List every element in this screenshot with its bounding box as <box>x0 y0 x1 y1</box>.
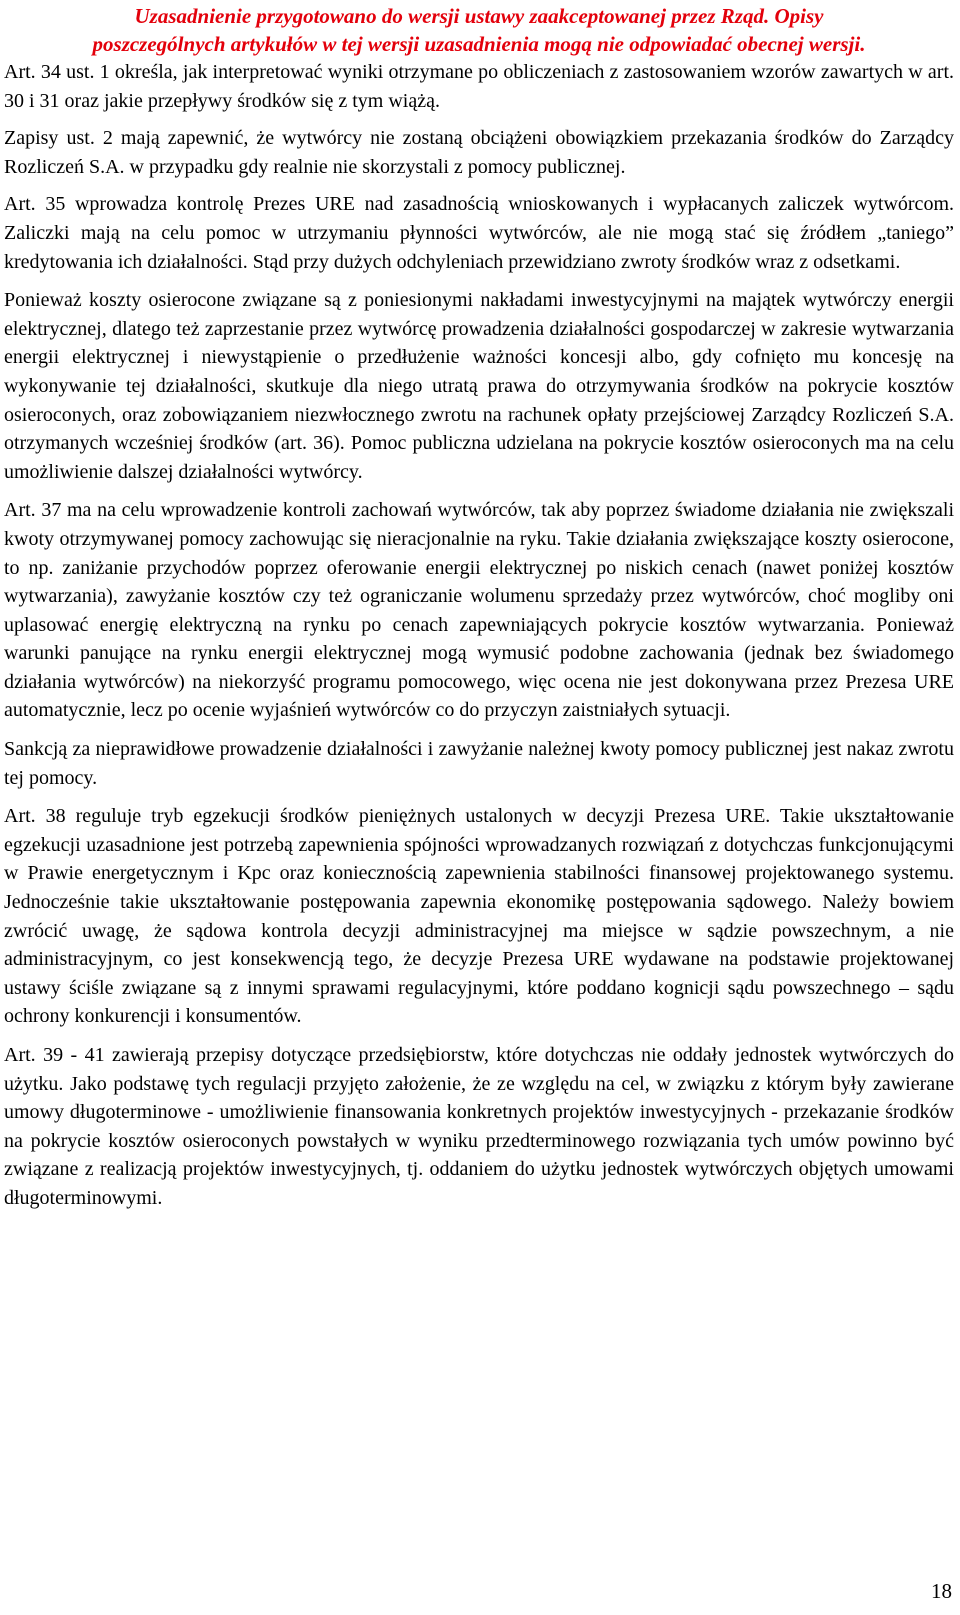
document-page <box>4 0 954 1213</box>
page-number: 18 <box>931 1579 952 1603</box>
version-notice-banner <box>4 0 954 58</box>
paragraph-sanctions: Sankcją za nieprawidłowe prowadzenie działalności i zawyżanie należnej kwoty pomocy publicznej jest nakaz zwrotu tej pomocy. <box>4 738 954 789</box>
paragraph-art-38: Art. 38 reguluje tryb egzekucji środków pieniężnych ustalonych w decyzji Prezesa URE. Takie ukształtowanie egzekucji uzasadnione jest potrzebą zapewnienia spójności wprowadzanych rozwiązań z dotychczas funkcjonującymi w Prawie energetycznym i Kpc oraz koniecznością zapewnienia stabilności finansowej projektowanego systemu. Jednocześnie takie ukształtowanie postępowania zapewnia ekonomikę postępowania sądowego. Należy bowiem zwrócić uwagę, że sądowa kontrola decyzji administracyjnej ma miejsce w sądzie powszechnym, a nie administracyjnym, co jest konsekwencją tego, że decyzje Prezesa URE wydawane na podstawie projektowanej ustawy ściśle związane są z innymi sprawami regulacyjnymi, które poddano kognicji sądu powszechnego – sądu ochrony konkurencji i konsumentów. <box>4 805 954 1028</box>
version-notice-line-1: Uzasadnienie przygotowano do wersji ustawy zaakceptowanej przez Rząd. Opisy <box>134 4 824 28</box>
paragraph-art-37: Art. 37 ma na celu wprowadzenie kontroli zachowań wytwórców, tak aby poprzez świadome działania nie zwiększali kwoty otrzymywanej pomocy zachowując się nieracjonalnie na ryku. Takie działania zwiększające koszty osierocone, to np. zaniżanie przychodów poprzez oferowanie energii elektrycznej po niskich cenach (nawet poniżej kosztów wytwarzania), zawyżanie kosztów czy też ograniczanie wolumenu sprzedaży przez wytwórców, choć mogliby oni uplasować energię elektryczną na rynku po cenach zapewniających pokrycie kosztów wytwarzania. Ponieważ warunki panujące na rynku energii elektrycznej mogą wymusić podobne zachowania (jednak bez świadomego działania wytwórców) na niekorzyść programu pomocowego, więc ocena nie jest dokonywana przez Prezesa URE automatycznie, lecz po ocenie wyjaśnień wytwórców co do przyczyn zaistniałych sytuacji. <box>4 499 954 722</box>
paragraph-art-36: Ponieważ koszty osierocone związane są z poniesionymi nakładami inwestycyjnymi na majątek wytwórczy energii elektrycznej, dlatego też zaprzestanie przez wytwórcę prowadzenia działalności gospodarczej w zakresie wytwarzania energii elektrycznej i niewystąpienie o przedłużenie ważności koncesji albo, gdy cofnięto mu koncesję na wykonywanie tej działalności, skutkuje dla niego utratą prawa do otrzymywania środków na pokrycie kosztów osieroconych, oraz zobowiązaniem niezwłocznego zwrotu na rachunek opłaty przejściowej Zarządcy Rozliczeń S.A. otrzymanych wcześniej środków (art. 36). Pomoc publiczna udzielana na pokrycie kosztów osieroconych ma na celu umożliwienie dalszej działalności wytwórcy. <box>4 289 954 483</box>
paragraph-art-39-41: Art. 39 - 41 zawierają przepisy dotyczące przedsiębiorstw, które dotychczas nie oddały jednostek wytwórczych do użytku. Jako podstawę tych regulacji przyjęto założenie, że ze względu na cel, w związku z którym były zawierane umowy długoterminowe - umożliwienie finansowania konkretnych projektów inwestycyjnych - przekazanie środków na pokrycie kosztów osieroconych powstałych w wyniku przedterminowego rozwiązania tych umów powinno być związane z realizacją projektów inwestycyjnych, tj. oddaniem do użytku jednostek wytwórczych objętych umowami długoterminowymi. <box>4 1044 954 1209</box>
paragraph-art-35: Art. 35 wprowadza kontrolę Prezes URE nad zasadnością wnioskowanych i wypłacanych zaliczek wytwórcom. Zaliczki mają na celu pomoc w utrzymaniu płynności wytwórców, ale nie mogą stać się źródłem „taniego” kredytowania ich działalności. Stąd przy dużych odchyleniach przewidziano zwroty środków wraz z odsetkami. <box>4 193 954 273</box>
paragraph-ust-2: Zapisy ust. 2 mają zapewnić, że wytwórcy nie zostaną obciążeni obowiązkiem przekazania środków do Zarządcy Rozliczeń S.A. w przypadku gdy realnie nie skorzystali z pomocy publicznej. <box>4 127 954 178</box>
paragraph-art-34: Art. 34 ust. 1 określa, jak interpretować wyniki otrzymane po obliczeniach z zastosowaniem wzorów zawartych w art. 30 i 31 oraz jakie przepływy środków się z tym wiążą. <box>4 61 954 112</box>
version-notice-line-2: poszczególnych artykułów w tej wersji uzasadnienia mogą nie odpowiadać obecnej wersji. <box>92 32 866 56</box>
